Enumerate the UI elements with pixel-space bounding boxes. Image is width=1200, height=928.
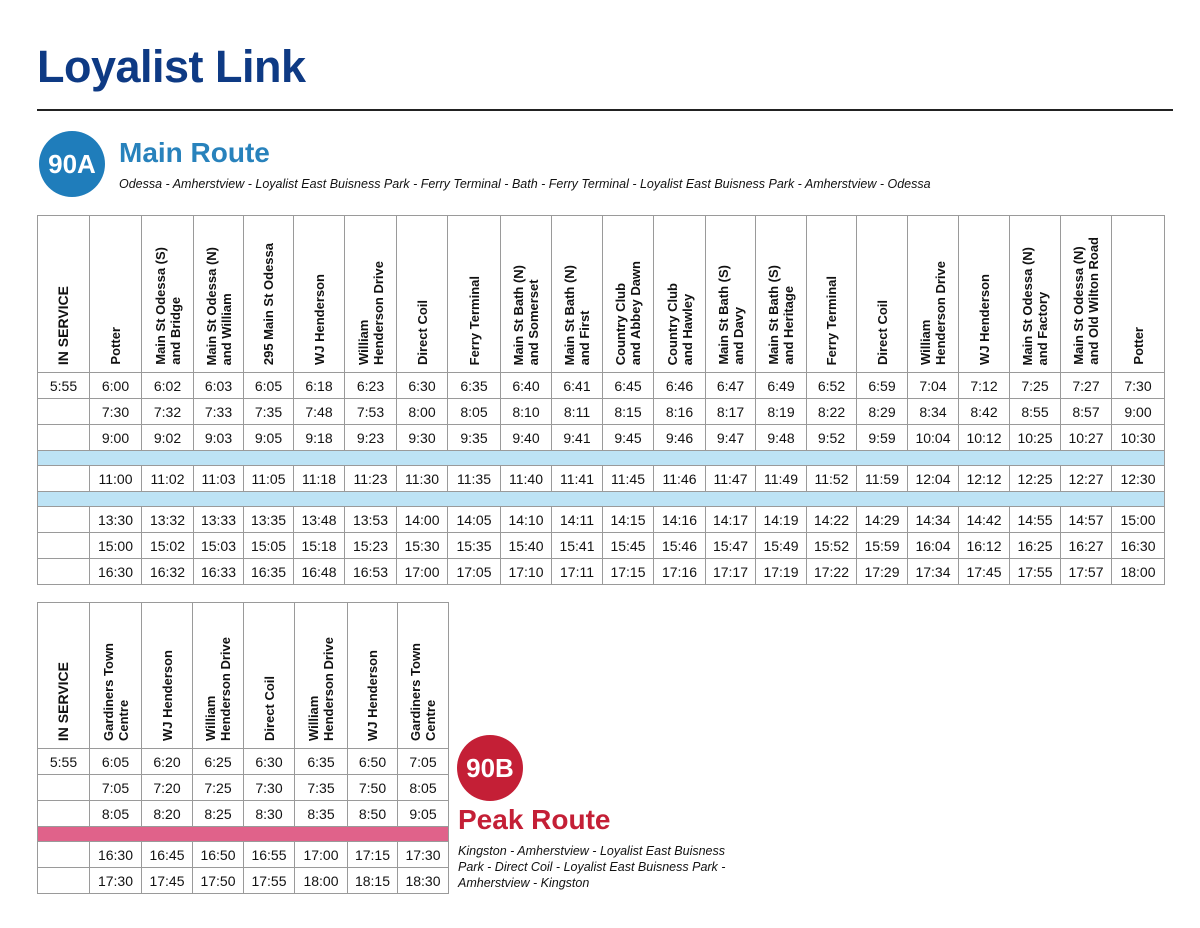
departure-time: 9:05	[398, 801, 449, 827]
departure-time: 15:49	[756, 533, 807, 559]
departure-time: 8:29	[857, 399, 908, 425]
stop-name: Country Club and Abbey Dawn	[613, 260, 643, 365]
departure-time: 8:10	[501, 399, 552, 425]
departure-time: 15:40	[501, 533, 552, 559]
departure-time	[38, 842, 90, 868]
departure-time: 11:35	[448, 466, 501, 492]
departure-time: 16:50	[193, 842, 244, 868]
stop-header	[706, 216, 756, 373]
stop-header	[1112, 216, 1165, 373]
stop-header	[807, 216, 857, 373]
stop-name: William Henderson Drive	[918, 260, 948, 365]
departure-time: 11:47	[706, 466, 756, 492]
departure-time: 16:04	[908, 533, 959, 559]
stop-header	[142, 216, 194, 373]
route-90b-schedule-table	[37, 602, 449, 894]
departure-time: 15:46	[654, 533, 706, 559]
departure-time: 17:50	[193, 868, 244, 894]
departure-time: 8:17	[706, 399, 756, 425]
departure-time: 17:15	[348, 842, 398, 868]
departure-time: 6:45	[603, 373, 654, 399]
departure-time: 6:46	[654, 373, 706, 399]
departure-time: 14:05	[448, 507, 501, 533]
departure-time: 16:48	[294, 559, 345, 585]
departure-time: 14:17	[706, 507, 756, 533]
departure-time: 14:42	[959, 507, 1010, 533]
trip-row	[38, 399, 1165, 425]
header-row	[38, 603, 449, 749]
stop-name: William Henderson Drive	[203, 636, 233, 741]
departure-time: 7:05	[90, 775, 142, 801]
departure-time: 17:57	[1061, 559, 1112, 585]
departure-time: 9:35	[448, 425, 501, 451]
stop-name: IN SERVICE	[55, 661, 71, 741]
trip-row	[38, 801, 449, 827]
departure-time: 7:33	[194, 399, 244, 425]
stop-name: Main St Odessa (N) and Old Wilton Road	[1071, 237, 1101, 365]
departure-time: 14:11	[552, 507, 603, 533]
departure-time: 18:00	[295, 868, 348, 894]
stop-name: WJ Henderson	[365, 649, 380, 741]
departure-time: 9:23	[345, 425, 397, 451]
departure-time: 7:27	[1061, 373, 1112, 399]
stop-header	[193, 603, 244, 749]
departure-time: 16:33	[194, 559, 244, 585]
service-gap-band	[38, 827, 449, 842]
stop-name: IN SERVICE	[55, 285, 71, 365]
service-gap-row	[38, 451, 1165, 466]
route-90b-badge: 90B	[457, 735, 523, 801]
departure-time: 18:30	[398, 868, 449, 894]
trip-row	[38, 842, 449, 868]
stop-name: William Henderson Drive	[355, 260, 386, 365]
stop-header	[1010, 216, 1061, 373]
departure-time: 8:55	[1010, 399, 1061, 425]
departure-time: 9:45	[603, 425, 654, 451]
stop-name: Direct Coil	[874, 299, 890, 365]
departure-time: 17:55	[244, 868, 295, 894]
stop-name: Ferry Terminal	[466, 275, 482, 365]
departure-time: 8:16	[654, 399, 706, 425]
departure-time: 11:00	[90, 466, 142, 492]
departure-time: 16:45	[142, 842, 193, 868]
departure-time	[38, 775, 90, 801]
departure-time: 11:05	[244, 466, 294, 492]
stop-header	[345, 216, 397, 373]
departure-time: 15:18	[294, 533, 345, 559]
route-90b-description: Kingston - Amherstview - Loyalist East Buisness Park - Direct Coil - Loyalist East Buisness Park - Amherstview - Kingston	[458, 844, 726, 890]
stop-name: Main St Odessa (S) and Bridge	[152, 247, 183, 365]
departure-time: 6:25	[193, 749, 244, 775]
departure-time	[38, 801, 90, 827]
departure-time: 15:30	[397, 533, 448, 559]
departure-time: 14:00	[397, 507, 448, 533]
departure-time: 8:30	[244, 801, 295, 827]
departure-time: 15:59	[857, 533, 908, 559]
departure-time	[38, 425, 90, 451]
stop-name: Gardiners Town Centre	[408, 643, 438, 741]
stop-header	[90, 216, 142, 373]
departure-time: 6:23	[345, 373, 397, 399]
departure-time: 12:04	[908, 466, 959, 492]
departure-time: 11:59	[857, 466, 908, 492]
departure-time: 9:52	[807, 425, 857, 451]
departure-time: 14:19	[756, 507, 807, 533]
departure-time: 6:50	[348, 749, 398, 775]
departure-time: 9:02	[142, 425, 194, 451]
departure-time: 6:40	[501, 373, 552, 399]
route-90a-title: Main Route	[119, 137, 270, 168]
header-row	[38, 216, 1165, 373]
stop-header	[294, 216, 345, 373]
departure-time: 6:02	[142, 373, 194, 399]
departure-time: 12:12	[959, 466, 1010, 492]
departure-time: 8:34	[908, 399, 959, 425]
departure-time: 15:41	[552, 533, 603, 559]
departure-time: 6:20	[142, 749, 193, 775]
departure-time: 16:30	[90, 559, 142, 585]
stop-header	[348, 603, 398, 749]
stop-header	[38, 603, 90, 749]
stop-header	[501, 216, 552, 373]
stop-name: Main St Bath (S) and Davy	[715, 265, 746, 365]
service-gap-band	[38, 451, 1165, 466]
route-90a-badge: 90A	[39, 131, 105, 197]
departure-time: 6:52	[807, 373, 857, 399]
departure-time: 12:30	[1112, 466, 1165, 492]
departure-time: 17:16	[654, 559, 706, 585]
departure-time: 10:12	[959, 425, 1010, 451]
departure-time: 6:05	[90, 749, 142, 775]
departure-time: 6:35	[448, 373, 501, 399]
departure-time: 14:34	[908, 507, 959, 533]
departure-time: 17:22	[807, 559, 857, 585]
departure-time: 18:00	[1112, 559, 1165, 585]
departure-time: 6:18	[294, 373, 345, 399]
departure-time: 11:45	[603, 466, 654, 492]
route-90b-title: Peak Route	[458, 804, 611, 835]
stop-header	[397, 216, 448, 373]
stop-header	[194, 216, 244, 373]
departure-time: 8:35	[295, 801, 348, 827]
departure-time: 13:32	[142, 507, 194, 533]
stop-header	[90, 603, 142, 749]
departure-time: 9:41	[552, 425, 603, 451]
departure-time: 8:11	[552, 399, 603, 425]
departure-time: 9:05	[244, 425, 294, 451]
departure-time: 18:15	[348, 868, 398, 894]
departure-time: 14:10	[501, 507, 552, 533]
trip-row	[38, 775, 449, 801]
departure-time: 15:52	[807, 533, 857, 559]
stop-header	[244, 216, 294, 373]
departure-time: 16:12	[959, 533, 1010, 559]
departure-time	[38, 507, 90, 533]
departure-time: 8:22	[807, 399, 857, 425]
departure-time: 6:05	[244, 373, 294, 399]
departure-time: 17:30	[90, 868, 142, 894]
stop-name: Potter	[1130, 327, 1146, 365]
departure-time: 11:41	[552, 466, 603, 492]
departure-time: 16:35	[244, 559, 294, 585]
departure-time: 9:48	[756, 425, 807, 451]
trip-row	[38, 533, 1165, 559]
stop-name: Main St Odessa (N) and William	[203, 246, 234, 365]
stop-name: Main St Bath (S) and Heritage	[766, 265, 796, 365]
departure-time: 15:00	[1112, 507, 1165, 533]
departure-time: 8:20	[142, 801, 193, 827]
stop-name: Ferry Terminal	[824, 275, 839, 365]
departure-time: 12:27	[1061, 466, 1112, 492]
departure-time: 13:35	[244, 507, 294, 533]
stop-header	[142, 603, 193, 749]
departure-time: 14:15	[603, 507, 654, 533]
departure-time: 7:12	[959, 373, 1010, 399]
stop-name: Direct Coil	[414, 299, 430, 365]
departure-time: 7:53	[345, 399, 397, 425]
departure-time: 11:46	[654, 466, 706, 492]
departure-time: 8:05	[448, 399, 501, 425]
stop-name: WJ Henderson	[976, 273, 992, 365]
stop-header	[244, 603, 295, 749]
departure-time: 17:15	[603, 559, 654, 585]
departure-time: 5:55	[38, 373, 90, 399]
stop-name: William Henderson Drive	[306, 636, 336, 741]
departure-time: 15:23	[345, 533, 397, 559]
stop-header	[1061, 216, 1112, 373]
departure-time: 10:25	[1010, 425, 1061, 451]
route-90a-schedule-table	[37, 215, 1165, 585]
departure-time: 9:47	[706, 425, 756, 451]
departure-time: 9:46	[654, 425, 706, 451]
departure-time: 7:04	[908, 373, 959, 399]
departure-time: 8:00	[397, 399, 448, 425]
stop-name: WJ Henderson	[311, 273, 327, 365]
departure-time: 7:48	[294, 399, 345, 425]
departure-time: 11:49	[756, 466, 807, 492]
departure-time: 16:25	[1010, 533, 1061, 559]
departure-time: 8:15	[603, 399, 654, 425]
departure-time: 8:19	[756, 399, 807, 425]
stop-name: Potter	[108, 327, 123, 365]
departure-time: 17:05	[448, 559, 501, 585]
departure-time: 13:33	[194, 507, 244, 533]
departure-time: 9:00	[1112, 399, 1165, 425]
departure-time: 14:29	[857, 507, 908, 533]
departure-time: 17:00	[397, 559, 448, 585]
stop-header	[295, 603, 348, 749]
title-divider	[37, 109, 1173, 111]
departure-time: 9:30	[397, 425, 448, 451]
stop-header	[959, 216, 1010, 373]
departure-time: 6:03	[194, 373, 244, 399]
departure-time: 7:30	[90, 399, 142, 425]
service-gap-row	[38, 827, 449, 842]
departure-time: 7:30	[1112, 373, 1165, 399]
departure-time: 14:55	[1010, 507, 1061, 533]
departure-time: 17:10	[501, 559, 552, 585]
trip-row	[38, 425, 1165, 451]
trip-row	[38, 749, 449, 775]
stop-header	[857, 216, 908, 373]
departure-time: 6:30	[397, 373, 448, 399]
departure-time: 6:00	[90, 373, 142, 399]
departure-time	[38, 399, 90, 425]
departure-time: 6:47	[706, 373, 756, 399]
trip-row	[38, 507, 1165, 533]
departure-time	[38, 559, 90, 585]
departure-time: 8:25	[193, 801, 244, 827]
departure-time: 11:02	[142, 466, 194, 492]
departure-time: 17:17	[706, 559, 756, 585]
departure-time: 11:23	[345, 466, 397, 492]
departure-time: 9:59	[857, 425, 908, 451]
departure-time: 8:42	[959, 399, 1010, 425]
departure-time: 7:50	[348, 775, 398, 801]
stop-header	[756, 216, 807, 373]
departure-time: 7:25	[1010, 373, 1061, 399]
departure-time	[38, 466, 90, 492]
departure-time: 17:45	[959, 559, 1010, 585]
route-90a-description: Odessa - Amherstview - Loyalist East Buisness Park - Ferry Terminal - Bath - Ferry Terminal - Loyalist East Buisness Park - Amherstview - Odessa	[119, 177, 931, 191]
departure-time: 11:30	[397, 466, 448, 492]
departure-time: 11:18	[294, 466, 345, 492]
stop-name: Main St Bath (N) and Somerset	[511, 264, 541, 365]
departure-time: 16:27	[1061, 533, 1112, 559]
departure-time: 17:19	[756, 559, 807, 585]
trip-row	[38, 559, 1165, 585]
departure-time: 16:53	[345, 559, 397, 585]
stop-header	[448, 216, 501, 373]
departure-time: 7:25	[193, 775, 244, 801]
trip-row	[38, 868, 449, 894]
departure-time: 9:40	[501, 425, 552, 451]
departure-time: 11:03	[194, 466, 244, 492]
departure-time: 17:00	[295, 842, 348, 868]
departure-time: 8:05	[90, 801, 142, 827]
departure-time	[38, 868, 90, 894]
trip-row	[38, 373, 1165, 399]
departure-time: 6:30	[244, 749, 295, 775]
departure-time: 14:16	[654, 507, 706, 533]
departure-time: 10:04	[908, 425, 959, 451]
departure-time: 9:00	[90, 425, 142, 451]
departure-time: 17:30	[398, 842, 449, 868]
stop-header	[398, 603, 449, 749]
departure-time: 16:55	[244, 842, 295, 868]
departure-time: 17:55	[1010, 559, 1061, 585]
departure-time: 17:34	[908, 559, 959, 585]
departure-time: 13:48	[294, 507, 345, 533]
departure-time: 6:49	[756, 373, 807, 399]
departure-time: 10:30	[1112, 425, 1165, 451]
departure-time: 9:18	[294, 425, 345, 451]
stop-name: Direct Coil	[261, 675, 277, 741]
departure-time: 17:45	[142, 868, 193, 894]
departure-time: 8:05	[398, 775, 449, 801]
service-gap-band	[38, 492, 1165, 507]
stop-name: 295 Main St Odessa	[261, 242, 276, 365]
departure-time: 15:47	[706, 533, 756, 559]
departure-time: 10:27	[1061, 425, 1112, 451]
departure-time: 9:03	[194, 425, 244, 451]
departure-time: 16:30	[1112, 533, 1165, 559]
departure-time: 6:41	[552, 373, 603, 399]
departure-time: 15:45	[603, 533, 654, 559]
departure-time: 7:05	[398, 749, 449, 775]
departure-time: 16:32	[142, 559, 194, 585]
departure-time: 12:25	[1010, 466, 1061, 492]
departure-time: 15:02	[142, 533, 194, 559]
service-gap-row	[38, 492, 1165, 507]
stop-header	[654, 216, 706, 373]
stop-name: Main St Bath (N) and First	[562, 264, 592, 365]
departure-time: 8:50	[348, 801, 398, 827]
trip-row	[38, 466, 1165, 492]
departure-time: 17:11	[552, 559, 603, 585]
stop-name: Country Club and Hawley	[664, 282, 695, 365]
departure-time: 13:53	[345, 507, 397, 533]
departure-time: 14:22	[807, 507, 857, 533]
departure-time: 7:35	[295, 775, 348, 801]
departure-time: 15:05	[244, 533, 294, 559]
stop-header	[552, 216, 603, 373]
page-title: Loyalist Link	[37, 41, 306, 92]
departure-time: 7:20	[142, 775, 193, 801]
departure-time: 11:40	[501, 466, 552, 492]
departure-time: 14:57	[1061, 507, 1112, 533]
departure-time: 7:30	[244, 775, 295, 801]
departure-time: 11:52	[807, 466, 857, 492]
departure-time: 7:35	[244, 399, 294, 425]
departure-time: 15:00	[90, 533, 142, 559]
stop-header	[603, 216, 654, 373]
departure-time: 7:32	[142, 399, 194, 425]
departure-time: 13:30	[90, 507, 142, 533]
stop-name: Gardiners Town Centre	[100, 643, 131, 741]
departure-time: 16:30	[90, 842, 142, 868]
departure-time: 8:57	[1061, 399, 1112, 425]
stop-name: Main St Odessa (N) and Factory	[1020, 246, 1050, 365]
stop-header	[908, 216, 959, 373]
departure-time: 15:03	[194, 533, 244, 559]
departure-time: 17:29	[857, 559, 908, 585]
departure-time: 15:35	[448, 533, 501, 559]
departure-time: 6:59	[857, 373, 908, 399]
stop-header	[38, 216, 90, 373]
departure-time	[38, 533, 90, 559]
stop-name: WJ Henderson	[159, 649, 175, 741]
departure-time: 5:55	[38, 749, 90, 775]
departure-time: 6:35	[295, 749, 348, 775]
